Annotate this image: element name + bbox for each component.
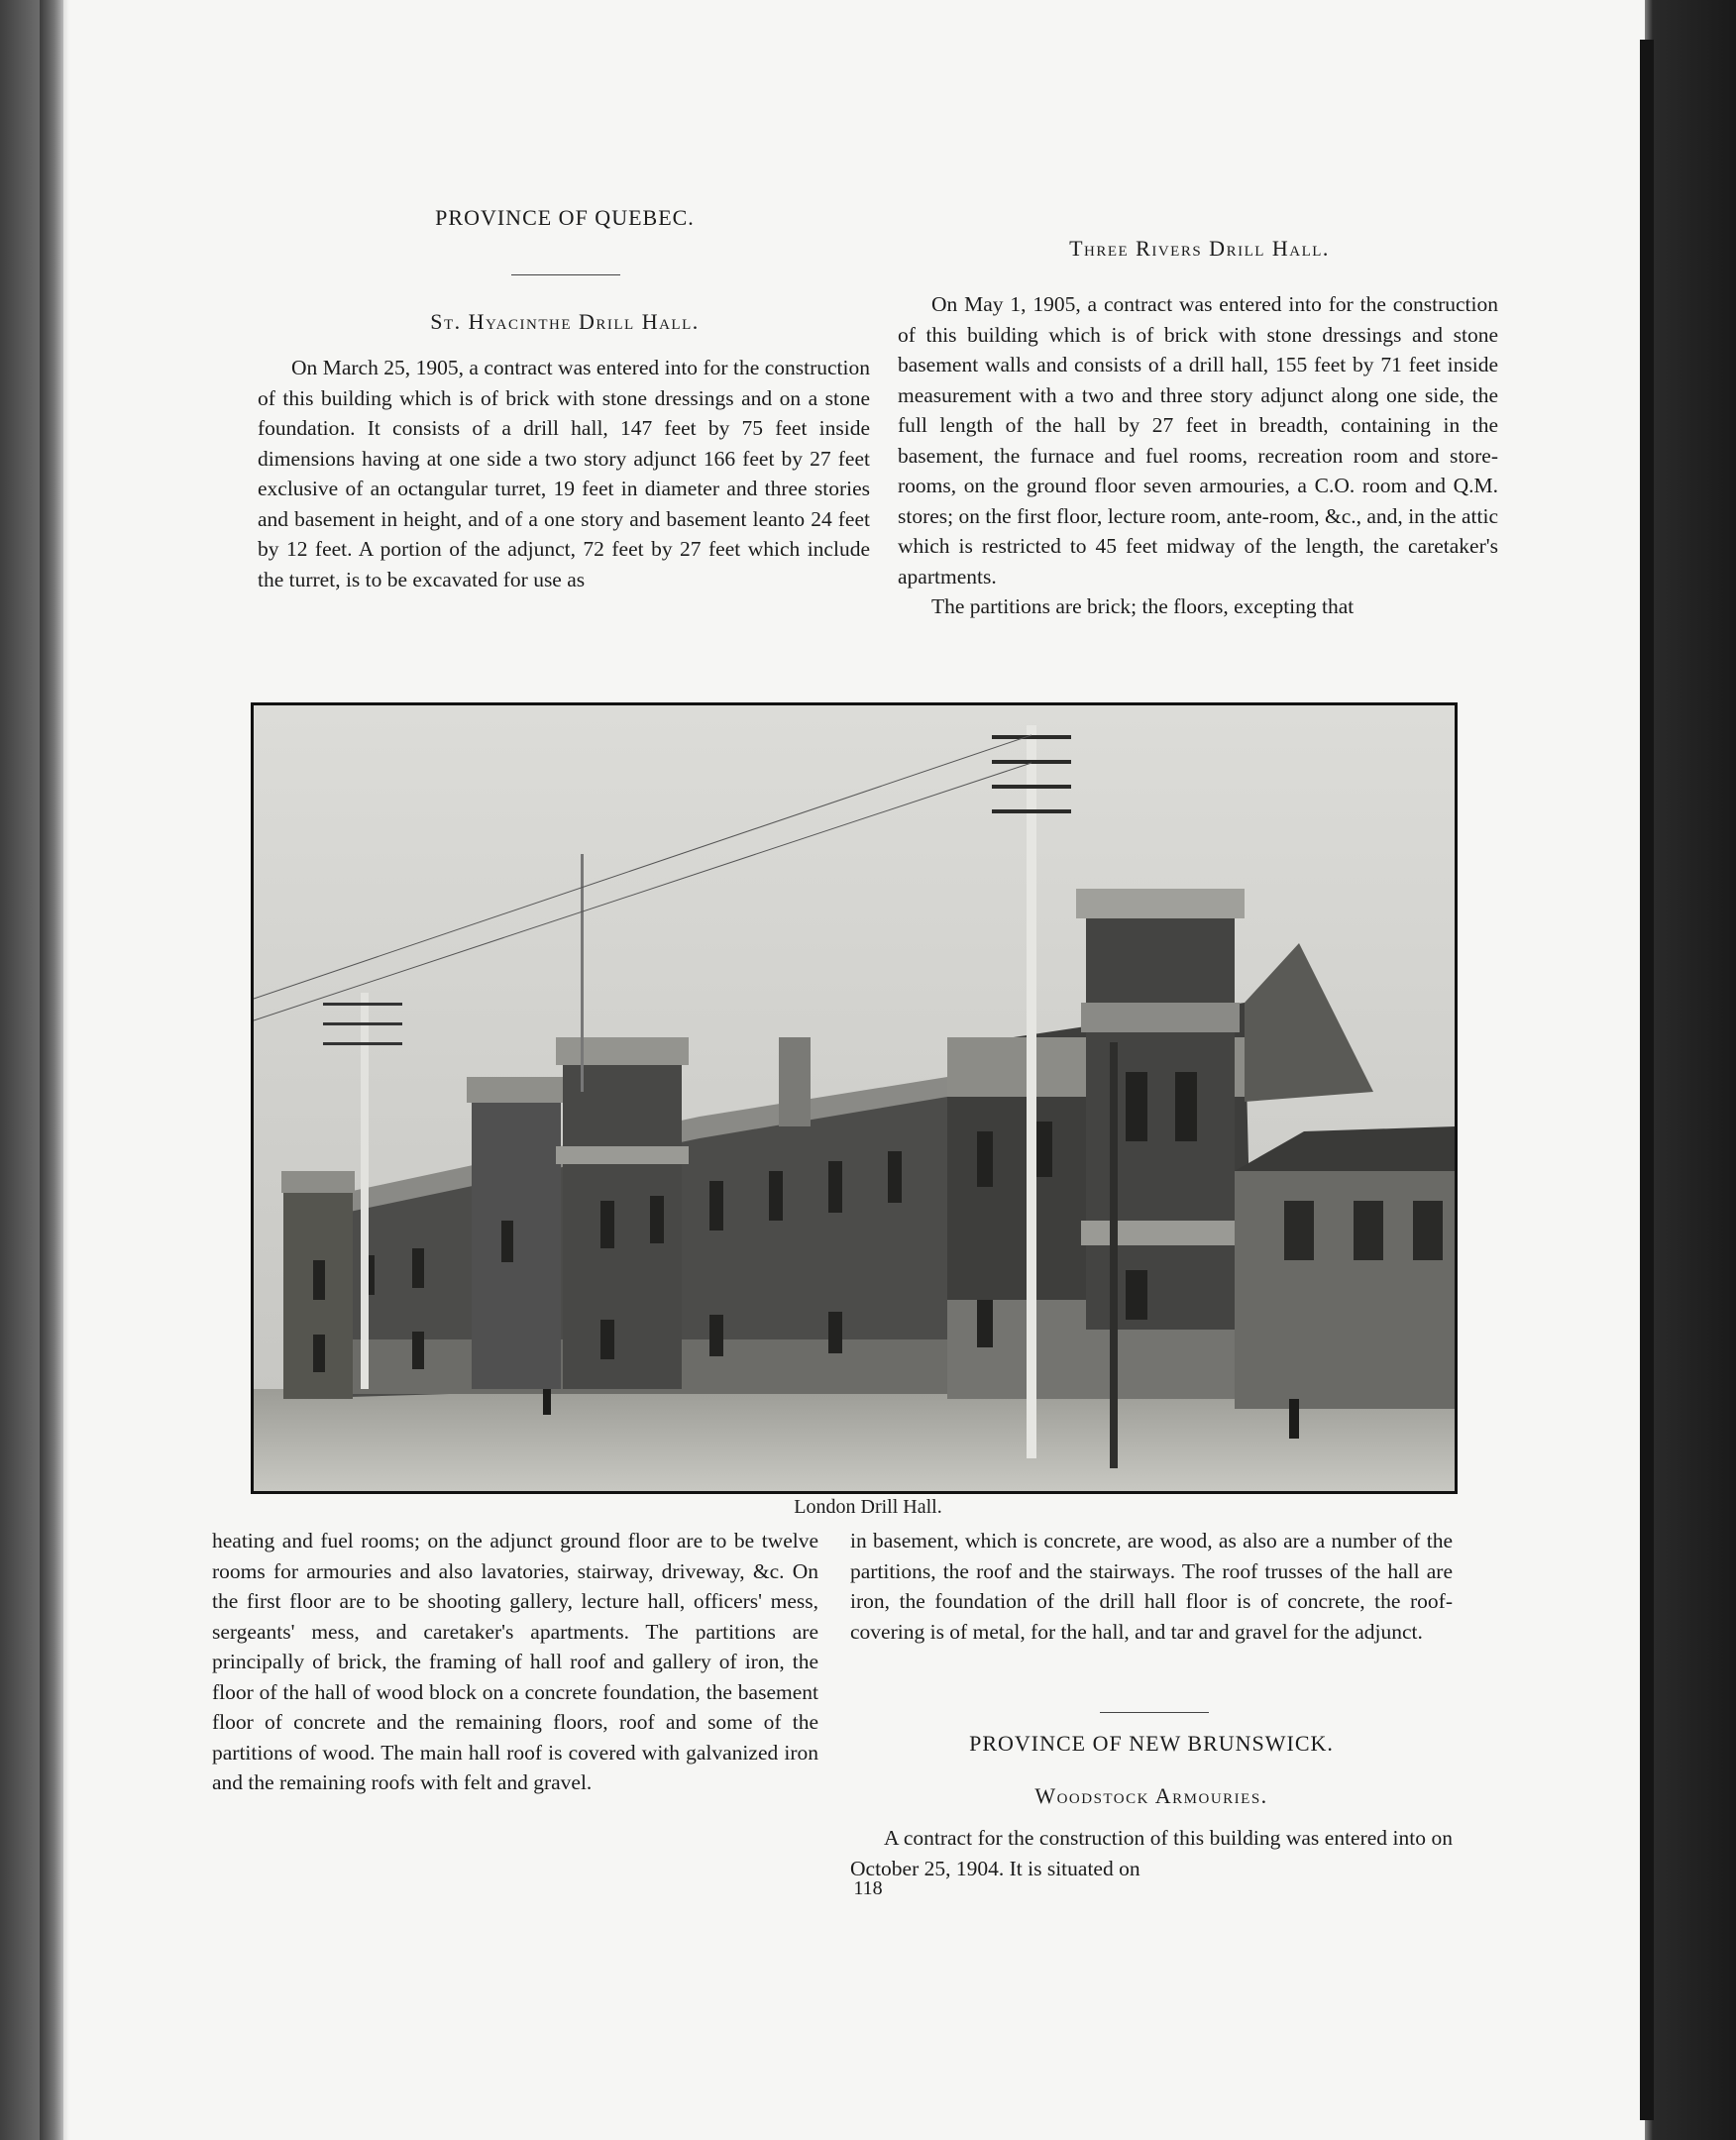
right-column-final — [850, 1823, 1453, 1883]
page-number: 118 — [853, 1877, 883, 1899]
figure-caption: London Drill Hall. — [794, 1496, 942, 1518]
st-hyacinthe-paragraph-2: heating and fuel rooms; on the adjunct ground floor are to be twelve rooms for armouries and also lavatories, stairway, driveway, &c. On the first floor are to be shooting gallery, lecture hall, officers' mess, sergeants' mess, and caretaker's apartments. The partitions are principally of brick, the framing of hall roof and gallery of iron, the floor of the hall of wood block on a concrete foundation, the basement floor of concrete and the remaining floors, roof and some of the partitions of wood. The main hall roof is covered with galvanized iron and the remaining roofs with felt and gravel. — [212, 1529, 818, 1794]
st-hyacinthe-paragraph-1: On March 25, 1905, a contract was entered into for the construction of this building which is of brick with stone dressings and on a stone foundation. It consists of a drill hall, 147 feet by 75 feet inside dimensions having at one side a two story adjunct 166 feet by 27 feet exclusive of an octangular turret, 19 feet in diameter and three stories and basement in height, and of a one story and basement leanto 24 feet by 12 feet. A portion of the adjunct, 72 feet by 27 feet which include the turret, is to be excavated for use as — [258, 356, 870, 591]
section-heading-three-rivers: Three Rivers Drill Hall. — [1069, 236, 1330, 261]
london-drill-hall-photo — [251, 702, 1458, 1494]
heading-rule-left — [511, 274, 620, 275]
right-column-bottom — [850, 1526, 1453, 1647]
heading-rule-right — [1100, 1712, 1209, 1713]
book-spine-shadow — [40, 0, 69, 2140]
photo-illustration — [254, 705, 1455, 1491]
left-column-bottom — [212, 1526, 818, 1798]
left-column-top — [258, 353, 870, 594]
right-column-top — [898, 289, 1498, 622]
section-heading-woodstock: Woodstock Armouries. — [1034, 1783, 1268, 1808]
province-heading-quebec: PROVINCE OF QUEBEC. — [435, 205, 695, 230]
three-rivers-paragraph-2: The partitions are brick; the floors, excepting that — [931, 594, 1355, 618]
three-rivers-paragraph-3: in basement, which is concrete, are wood, as also are a number of the partitions, the roof and the stairways. The roof trusses of the hall are iron, the foundation of the drill hall floor is of concrete, the roof-covering is of metal, for the hall, and tar and gravel for the adjunct. — [850, 1529, 1453, 1644]
province-heading-new-brunswick: PROVINCE OF NEW BRUNSWICK. — [969, 1731, 1334, 1756]
facing-page-edge — [1640, 40, 1654, 2120]
section-heading-st-hyacinthe: St. Hyacinthe Drill Hall. — [430, 309, 700, 334]
three-rivers-paragraph-1: On May 1, 1905, a contract was entered into for the construction of this building which is of brick with stone dressings and stone basement walls and consists of a drill hall, 155 feet by 71 feet inside measurement with a two and three story adjunct along one side, the full length of the hall by 27 feet in breadth, containing in the basement, the furnace and fuel rooms, recreation room and store-rooms, on the ground floor seven armouries, a C.O. room and Q.M. stores; on the first floor, lecture room, ante-room, &c., and, in the attic which is restricted to 45 feet midway of the length, the caretaker's apartments. — [898, 292, 1498, 588]
woodstock-paragraph-1: A contract for the construction of this building was entered into on October 25, 1904. It is situated on — [850, 1826, 1453, 1880]
